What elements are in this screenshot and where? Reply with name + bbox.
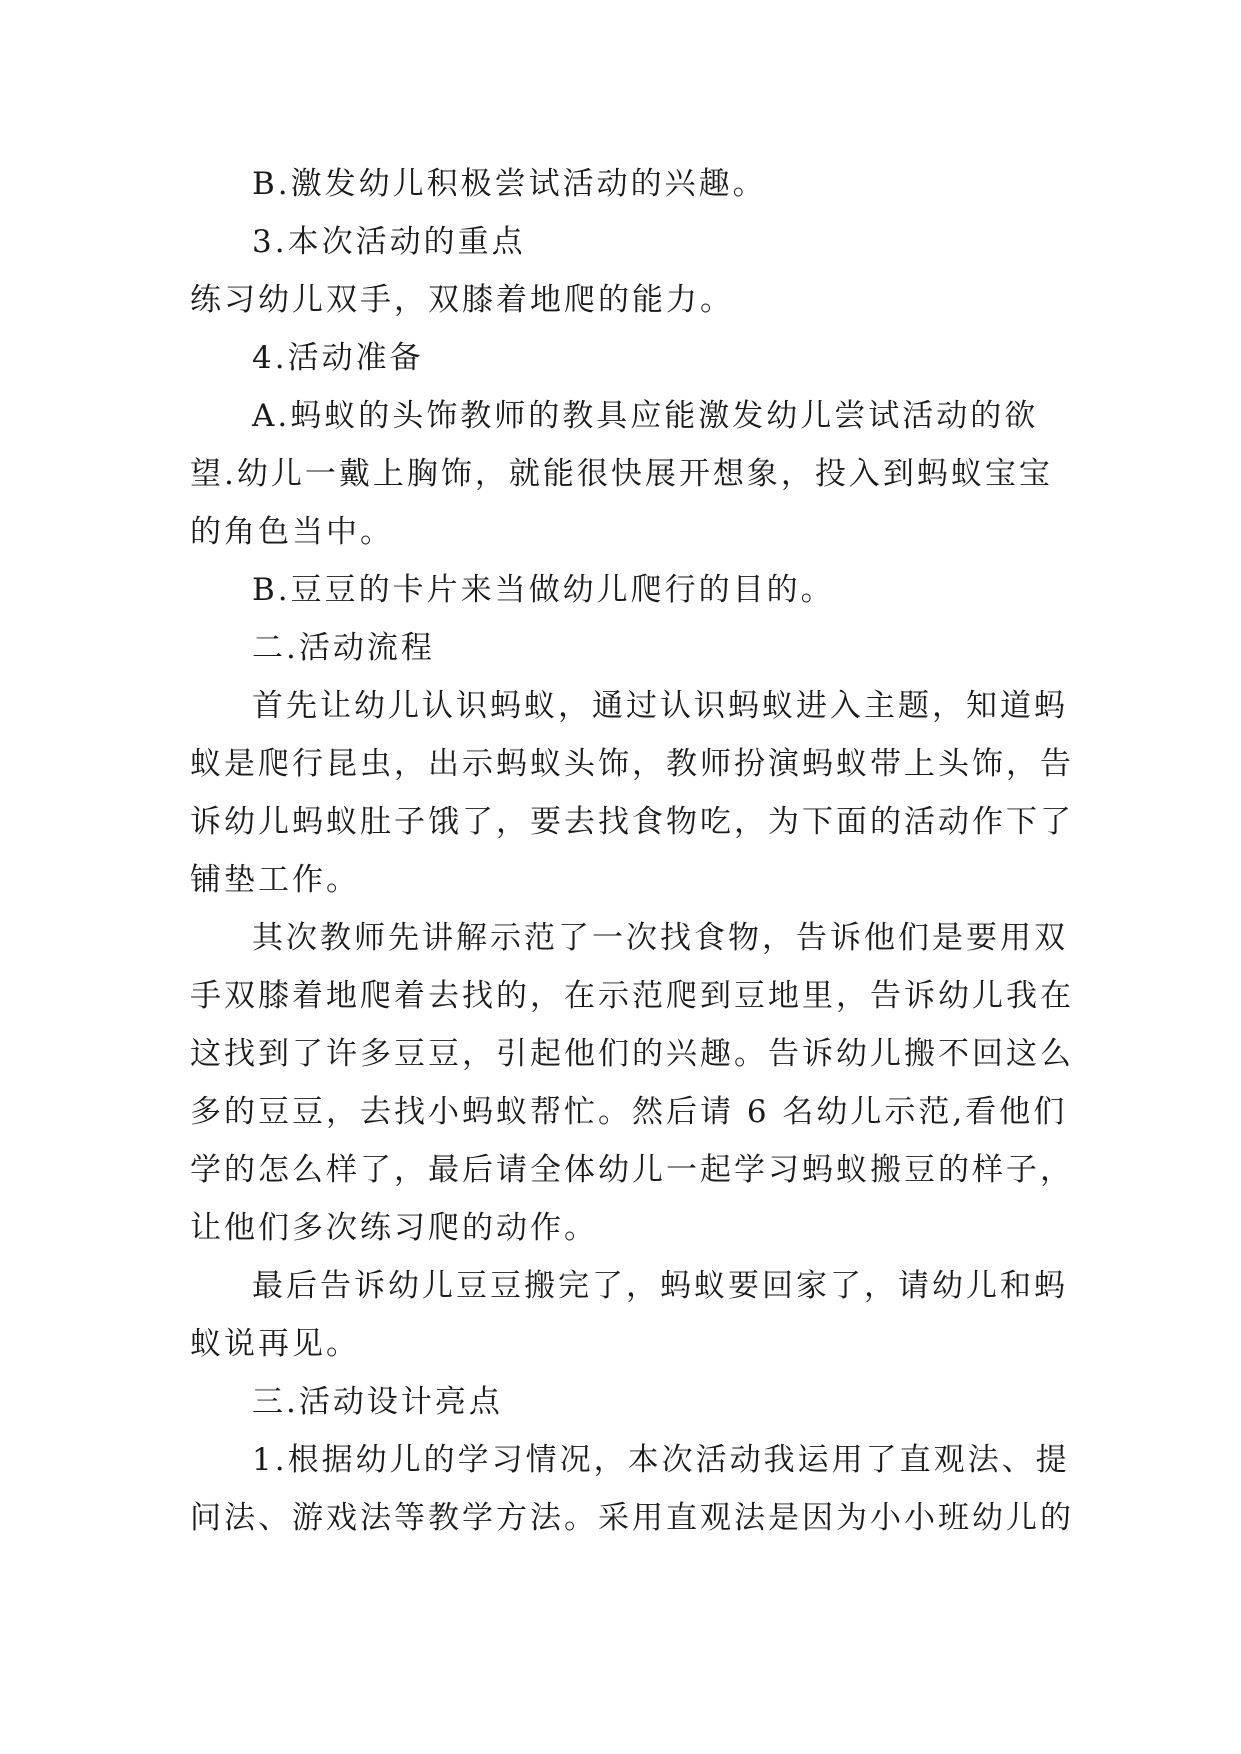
document-body — [190, 155, 1074, 1547]
text-line: B.豆豆的卡片来当做幼儿爬行的目的。 — [252, 572, 835, 608]
text-line: A.蚂蚁的头饰教师的教具应能激发幼儿尝试活动的欲 — [252, 398, 1039, 434]
text-line: 这找到了许多豆豆，引起他们的兴趣。告诉幼儿搬不回这么 — [190, 1036, 1074, 1072]
text-line: 蚁是爬行昆虫，出示蚂蚁头饰，教师扮演蚂蚁带上头饰，告 — [190, 746, 1074, 782]
text-line: 4.活动准备 — [252, 340, 424, 376]
text-line: 3.本次活动的重点 — [252, 224, 526, 260]
text-line: 让他们多次练习爬的动作。 — [190, 1210, 598, 1246]
text-line: 练习幼儿双手，双膝着地爬的能力。 — [190, 282, 734, 318]
section-heading: 三.活动设计亮点 — [252, 1384, 503, 1420]
text-line: 铺垫工作。 — [190, 862, 360, 898]
section-heading: 二.活动流程 — [252, 630, 435, 666]
text-line: 蚁说再见。 — [190, 1326, 360, 1362]
text-line: 多的豆豆，去找小蚂蚁帮忙。然后请 6 名幼儿示范,看他们 — [190, 1094, 1068, 1130]
text-line: 学的怎么样了，最后请全体幼儿一起学习蚂蚁搬豆的样子， — [190, 1152, 1074, 1188]
text-line: 诉幼儿蚂蚁肚子饿了，要去找食物吃，为下面的活动作下了 — [190, 804, 1074, 840]
text-line: B.激发幼儿积极尝试活动的兴趣。 — [252, 166, 767, 202]
text-line: 最后告诉幼儿豆豆搬完了，蚂蚁要回家了，请幼儿和蚂 — [252, 1268, 1068, 1304]
text-line: 问法、游戏法等教学方法。采用直观法是因为小小班幼儿的 — [190, 1500, 1074, 1536]
text-line: 望.幼儿一戴上胸饰，就能很快展开想象，投入到蚂蚁宝宝 — [190, 456, 1053, 492]
text-line: 其次教师先讲解示范了一次找食物，告诉他们是要用双 — [252, 920, 1068, 956]
text-line: 的角色当中。 — [190, 514, 394, 550]
text-line: 首先让幼儿认识蚂蚁，通过认识蚂蚁进入主题，知道蚂 — [252, 688, 1068, 724]
text-line: 手双膝着地爬着去找的，在示范爬到豆地里，告诉幼儿我在 — [190, 978, 1074, 1014]
text-line: 1.根据幼儿的学习情况，本次活动我运用了直观法、提 — [252, 1442, 1070, 1478]
